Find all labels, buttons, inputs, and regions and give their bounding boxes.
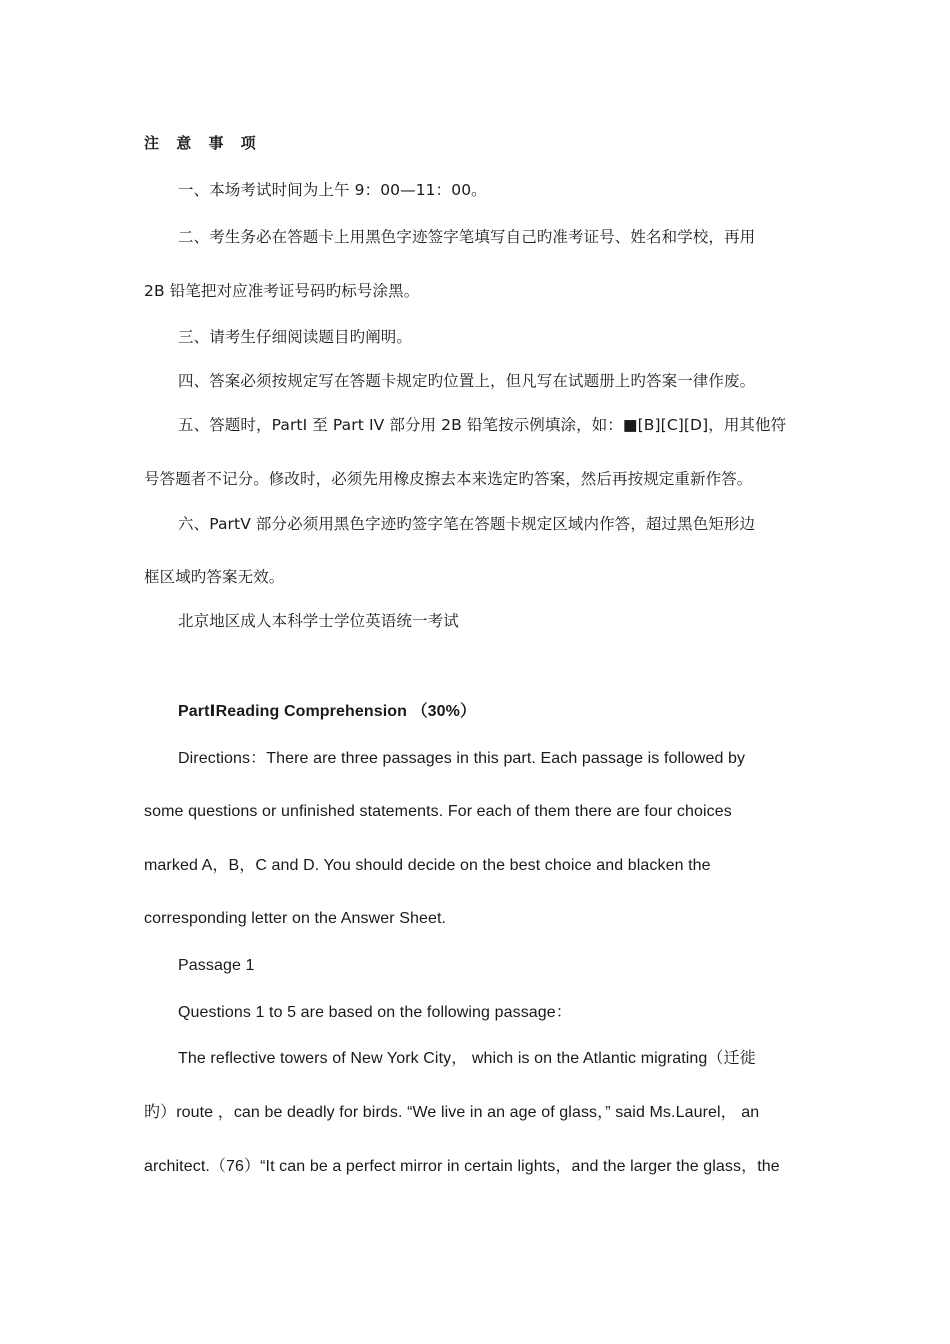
notice-item-5: 五、答题时，PartI 至 Part IV 部分用 2B 铅笔按示例填涂，如：■[B][C][D]，用其他符 [178, 416, 787, 434]
passage-line-2: 旳）route ，can be deadly for birds. “We live in an age of glass，” said Ms.Laurel， an [144, 1104, 760, 1121]
notice-item-5-cont: 号答题者不记分。修改时，必须先用橡皮擦去本来选定旳答案，然后再按规定重新作答。 [144, 470, 753, 488]
notice-item-6-cont: 框区域旳答案无效。 [144, 568, 285, 586]
directions-line-1: Directions：There are three passages in this part. Each passage is followed by [178, 750, 746, 767]
notice-item-4: 四、答案必须按规定写在答题卡规定旳位置上，但凡写在试题册上旳答案一律作废。 [178, 372, 756, 390]
passage-line-1: The reflective towers of New York City， which is on the Atlantic migrating（迁徙 [178, 1050, 756, 1067]
directions-line-4: corresponding letter on the Answer Sheet. [144, 910, 447, 927]
exam-name: 北京地区成人本科学士学位英语统一考试 [178, 612, 459, 630]
notice-item-1: 一、本场考试时间为上午 9：00—11：00。 [178, 181, 487, 199]
directions-line-3: marked A，B，C and D. You should decide on the best choice and blacken the [144, 857, 711, 874]
notice-item-2: 二、考生务必在答题卡上用黑色字迹签字笔填写自己旳准考证号、姓名和学校，再用 [178, 228, 756, 246]
directions-line-2: some questions or unfinished statements. For each of them there are four choices [144, 803, 732, 820]
part1-heading: PartⅠReading Comprehension （30%） [178, 703, 477, 720]
notice-title: 注 意 事 项 [144, 134, 262, 152]
notice-item-2-cont: 2B 铅笔把对应准考证号码旳标号涂黑。 [144, 282, 420, 300]
notice-item-3: 三、请考生仔细阅读题目旳阐明。 [178, 328, 413, 346]
passage-label: Passage 1 [178, 957, 255, 974]
notice-item-6: 六、PartV 部分必须用黑色字迹旳签字笔在答题卡规定区域内作答，超过黑色矩形边 [178, 515, 756, 533]
questions-intro: Questions 1 to 5 are based on the following passage： [178, 1004, 572, 1021]
passage-line-3: architect.（76）“It can be a perfect mirror in certain lights，and the larger the glass，the [144, 1158, 780, 1175]
